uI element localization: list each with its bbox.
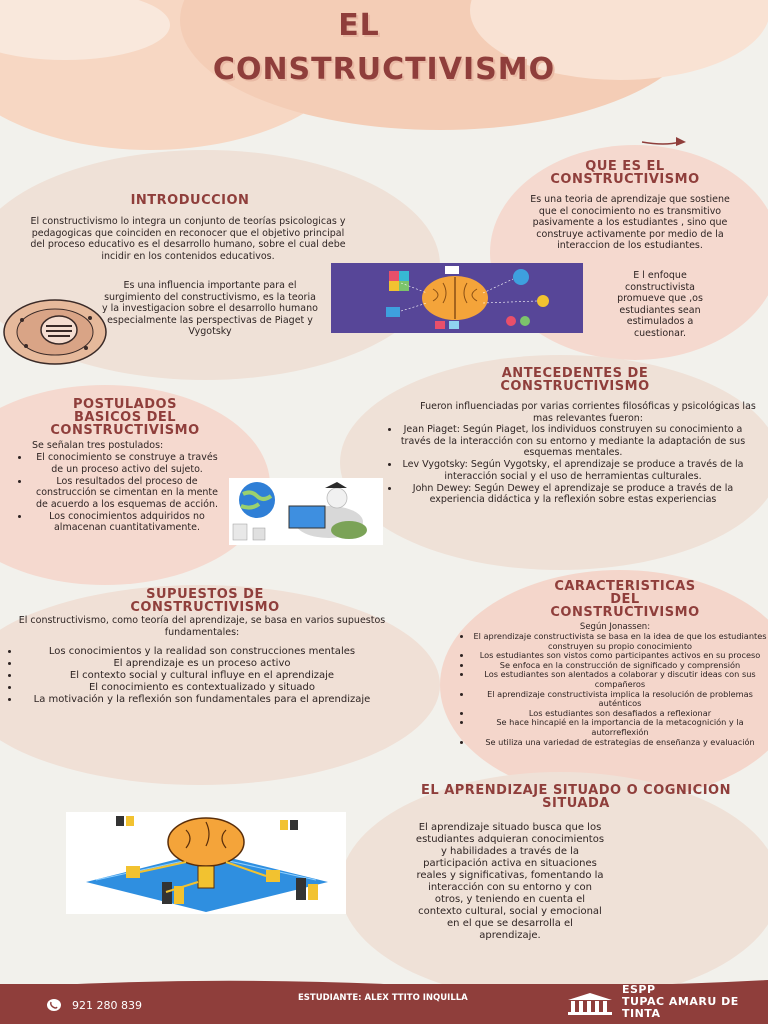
shell-decoration [2,298,108,366]
antecedentes-item: • Lev Vygotsky: Según Vygotsky, el aprendizaje se produce a través de la interacción social y el uso de herramientas culturales. [400,459,746,482]
supuestos-heading: SUPUESTOS DE CONSTRUCTIVISMO [130,587,280,615]
supuestos-item: • La motivación y la reflexión son fundamentales para el aprendizaje [20,694,384,706]
person-laptop-image [229,478,383,545]
introduccion-para2: Es una influencia importante para el surgimiento del constructivismo, es la teoria y la investigacion sobre el desarrollo humano especialmente las perspectivas de Piaget y Vygotsky [102,280,318,337]
postulados-list [14,452,224,534]
brain-puzzle-image [331,263,583,333]
footer [0,984,768,1024]
que-es-para1: Es una teoria de aprendizaje que sostiene que el conocimiento no es transmitivo pasivamente a los estudiantes , sino que construye activamente por medio de la interaccion de los estudiantes. [530,194,730,251]
footer-school-line1: ESPP [622,983,656,996]
caracteristicas-item: • El aprendizaje constructivista implica la resolución de problemas auténticos [472,690,768,709]
supuestos-item: • El contexto social y cultural influye en el aprendizaje [20,670,384,682]
introduccion-heading: INTRODUCCION [130,193,250,208]
caracteristicas-item: • Los estudiantes son alentados a colaborar y discutir ideas con sus compañeros [472,670,768,689]
caracteristicas-item: • Se hace hincapié en la importancia de la metacognición y la autorreflexión [472,718,768,737]
antecedentes-item: • Jean Piaget: Según Piaget, los individuos construyen su conocimiento a través de la interacción con su entorno y mediante la adaptación de sus esquemas mentales. [400,424,746,459]
caracteristicas-item: • El aprendizaje constructivista se basa en la idea de que los estudiantes construyen su propio conocimiento [472,632,768,651]
caracteristicas-intro: Según Jonassen: [579,622,651,632]
caracteristicas-heading: CARACTERISTICAS DEL CONSTRUCTIVISMO [550,579,700,620]
page-title-line1: EL [338,8,380,43]
caracteristicas-item: • Los estudiantes son vistos como participantes activos en su proceso [472,651,768,661]
building-icon [566,992,614,1016]
footer-school [622,984,739,1020]
postulados-intro: Se señalan tres postulados: [32,440,164,451]
footer-school-line3: TINTA [622,1007,661,1020]
footer-student: ESTUDIANTE: ALEX TTITO INQUILLA [298,993,468,1003]
footer-phone: 921 280 839 [72,999,142,1012]
caracteristicas-item: • Los estudiantes son desafiados a reflexionar [472,709,768,719]
antecedentes-item: • John Dewey: Según Dewey el aprendizaje se produce a través de la experiencia didáctica y la reflexión sobre estas experiencias [400,483,746,506]
supuestos-list [4,646,384,706]
postulados-heading: POSTULADOS BASICOS DEL CONSTRUCTIVISMO [50,397,200,438]
postulados-item: • El conocimiento se construye a través de un proceso activo del sujeto. [30,452,224,475]
brain-circuit-image [66,812,346,914]
footer-school-line2: TUPAC AMARU DE [622,995,739,1008]
supuestos-item: • El aprendizaje es un proceso activo [20,658,384,670]
que-es-para2: E l enfoque constructivista promueve que ,os estudiantes sean estimulados a cuestionar. [617,270,703,339]
antecedentes-list [384,424,746,506]
phone-icon [46,998,62,1012]
aprendizaje-para: El aprendizaje situado busca que los estudiantes adquieran conocimientos y habilidades a través de la participación activa en situaciones reales y significativas, fomentando la interacción con su entorno y con otros, y teniendo en cuenta el contexto cultural, social y emocional en el que se desarrolla el aprendizaje. [415,822,605,941]
antecedentes-heading: ANTECEDENTES DE CONSTRUCTIVISMO [500,366,650,394]
caracteristicas-list [460,632,768,747]
supuestos-item: • Los conocimientos y la realidad son construcciones mentales [20,646,384,658]
antecedentes-intro: Fueron influenciadas por varias corrientes filosóficas y psicológicas las mas relevantes fueron: [420,401,756,424]
supuestos-intro: El constructivismo, como teoría del aprendizaje, se basa en varios supuestos fundamentales: [18,615,386,638]
caracteristicas-item: • Se enfoca en la construcción de significado y comprensión [472,661,768,671]
page-title-line2: CONSTRUCTIVISMO [212,52,556,87]
postulados-item: • Los resultados del proceso de construcción se cimentan en la mente de acuerdo a los esquemas de acción. [30,476,224,511]
introduccion-para1: El constructivismo lo integra un conjunto de teorías psicologicas y pedagogicas que coinciden en reconocer que el objetivo principal del proceso educativo es el desarrollo humano, sobre el cual debe incidir en los contenidos educativos. [30,216,346,262]
arrow-decoration-icon [640,134,690,150]
caracteristicas-item: • Se utiliza una variedad de estrategias de enseñanza y evaluación [472,738,768,748]
supuestos-item: • El conocimiento es contextualizado y situado [20,682,384,694]
que-es-heading: QUE ES EL CONSTRUCTIVISMO [550,159,700,187]
aprendizaje-heading: EL APRENDIZAJE SITUADO O COGNICION SITUADA [421,783,731,811]
postulados-item: • Los conocimientos adquiridos no almacenan cuantitativamente. [30,511,224,534]
